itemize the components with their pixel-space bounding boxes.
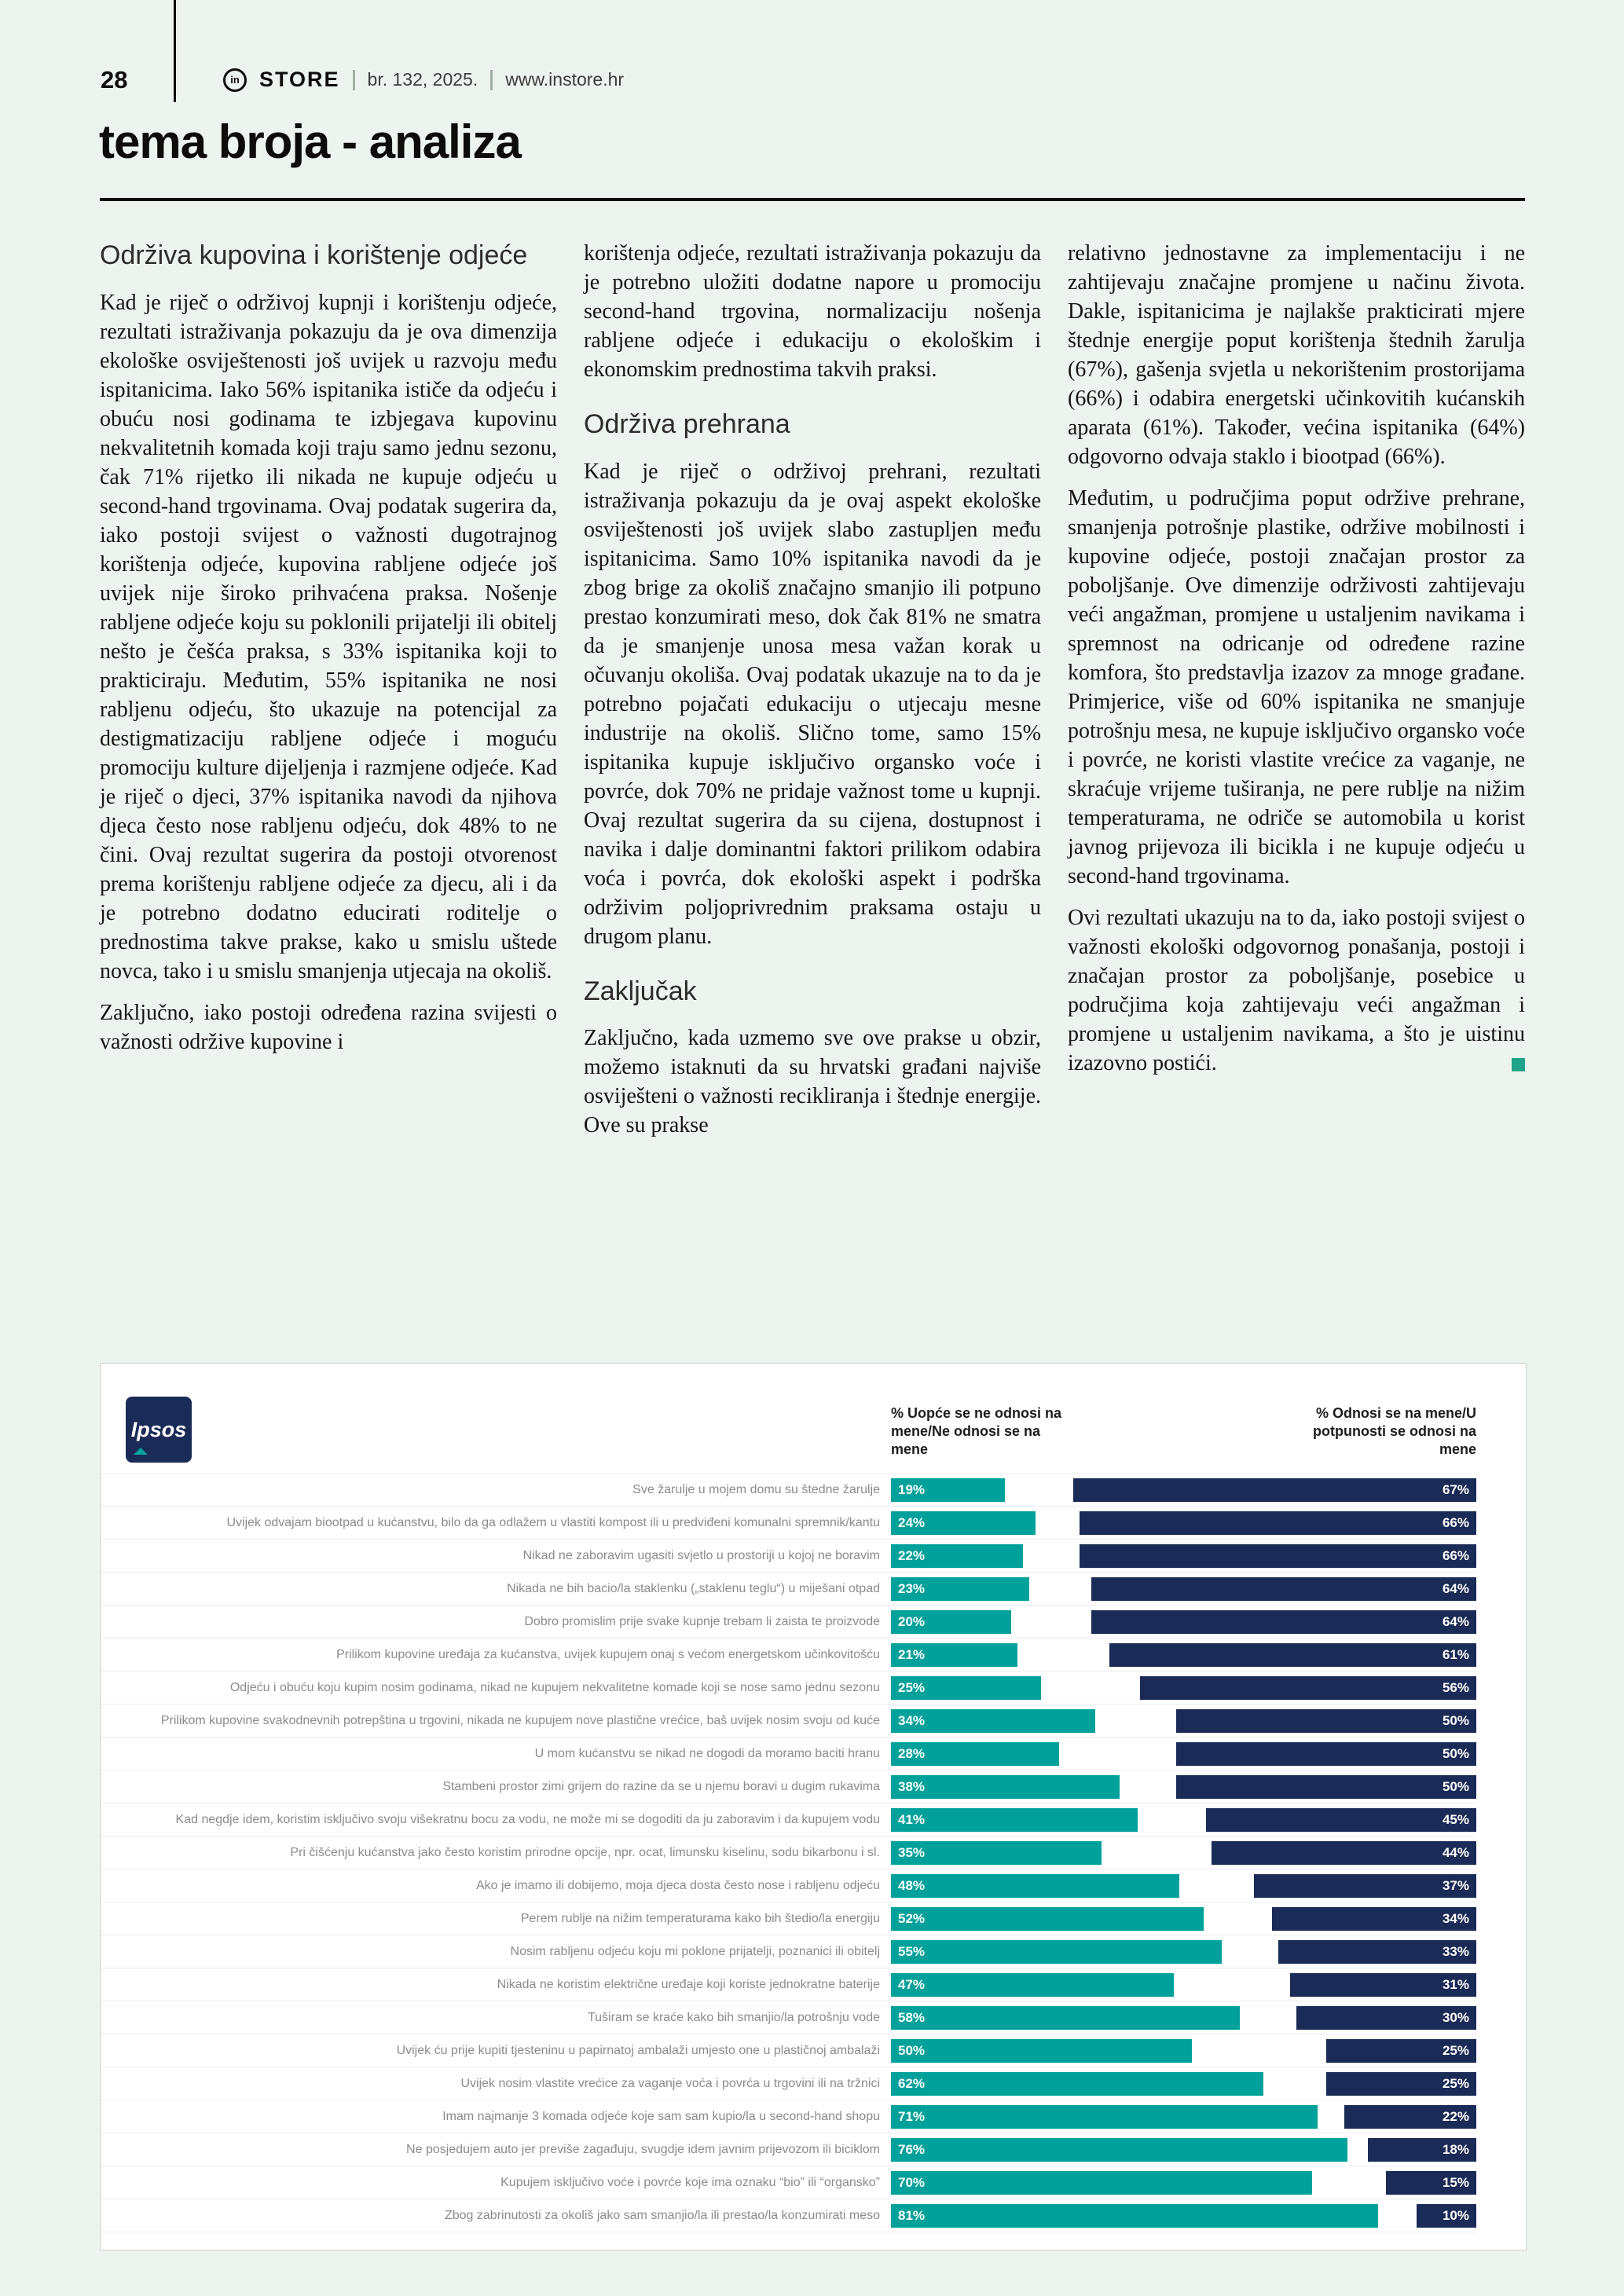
instore-logo-icon: in [223,68,247,92]
bar-does-not-apply: 41% [891,1808,1138,1832]
article-paragraph [1068,903,1525,1078]
chart-row-label: Nikad ne zaboravim ugasiti svjetlo u prostoriji u kojoj ne boravim [522,1548,880,1562]
bar-applies: 10% [1417,2204,1477,2228]
ipsos-logo [126,1397,192,1463]
bar-does-not-apply: 52% [891,1907,1204,1931]
chart-row [101,2133,1476,2166]
chart-row-label: Ako je imamo ili dobijemo, moja djeca dosta često nose i rabljenu odjeću [475,1878,880,1892]
bar-does-not-apply: 25% [891,1676,1041,1700]
bar-applies: 50% [1176,1775,1477,1799]
bar-applies: 66% [1080,1511,1476,1535]
article-paragraph: korištenja odjeće, rezultati istraživanja pokazuju da je potrebno uložiti dodatne napore u promociju second-hand trgovina, normalizaciju nošenja rabljene odjeće i edukaciju o ekološkim i ekonomskim prednostima takvih praksi. [584,241,1041,382]
bar-does-not-apply: 38% [891,1775,1120,1799]
chart-row-label: Kupujem isključivo voće i povrće koje ima oznaku “bio” ili “organsko” [500,2175,880,2189]
bar-applies: 15% [1386,2171,1476,2195]
chart-row [101,2067,1476,2100]
chart-row-label: Uvijek odvajam biootpad u kućanstvu, bilo da ga odlažem u vlastiti kompost ili u predviđeni komunalni spremnik/kantu [226,1515,880,1529]
chart-row-bars [891,1540,1476,1573]
chart-row-bars [891,1507,1476,1540]
chart-row-label: Nosim rabljenu odjeću koju mi poklone prijatelji, poznanici ili obitelj [510,1944,880,1958]
chart-row-bars [891,1606,1476,1639]
chart-row-label: Uvijek ću prije kupiti tjesteninu u papirnatoj ambalaži umjesto one u plastičnoj ambalaži [396,2043,880,2057]
chart-row [101,2034,1476,2067]
bar-does-not-apply: 71% [891,2105,1318,2129]
chart-row [101,1474,1476,1507]
bar-does-not-apply: 62% [891,2072,1263,2096]
bar-does-not-apply: 48% [891,1874,1179,1898]
chart-row-label: Tuširam se kraće kako bih smanjio/la potrošnju vode [587,2010,880,2024]
article-heading-zakljucak: Zaključak [584,976,697,1006]
chart-row-bars [891,1968,1476,2001]
bar-does-not-apply: 28% [891,1742,1059,1766]
chart-row-bars [891,1935,1476,1968]
bar-applies: 33% [1278,1940,1476,1964]
bar-applies: 66% [1080,1544,1476,1568]
article-columns [100,239,1525,1152]
chart-row-label: Prilikom kupovine svakodnevnih potrepština u trgovini, nikada ne kupujem nove plastične vrećice, baš uvijek nosim svoju od kuće [160,1713,880,1727]
bar-does-not-apply: 35% [891,1841,1102,1865]
article-heading-odjeca: Održiva kupovina i korištenje odjeće [100,240,528,270]
bar-does-not-apply: 34% [891,1709,1095,1733]
chart-row-label: Imam najmanje 3 komada odjeće koje sam sam kupio/la u second-hand shopu [442,2109,880,2123]
bar-does-not-apply: 20% [891,1610,1011,1634]
article-paragraph: Zaključno, iako postoji određena razina svijesti o važnosti održive kupovine i [100,1000,557,1054]
chart-row-label: Nikada ne koristim električne uređaje koji koriste jednokratne baterije [497,1977,880,1991]
chart-rows [101,1474,1476,2232]
chart-row-label: Dobro promislim prije svake kupnje trebam li zaista te proizvode [524,1614,880,1628]
chart-row-bars [891,2100,1476,2133]
bar-applies: 30% [1296,2006,1477,2030]
chart-row-label: Prilikom kupovine uređaja za kućanstva, uvijek kupujem onaj s većom energetskom učinkovitošću [336,1647,880,1661]
section-title: tema broja - analiza [99,115,521,168]
chart-row [101,1968,1476,2001]
article-heading-prehrana: Održiva prehrana [584,409,790,439]
chart-row-bars [891,2001,1476,2034]
bar-applies: 67% [1073,1478,1476,1502]
chart-row-bars [891,2199,1476,2232]
chart-row [101,1639,1476,1672]
article-column-1 [100,239,557,1152]
chart-row [101,1902,1476,1935]
bar-applies: 45% [1206,1808,1476,1832]
bar-applies: 44% [1212,1841,1476,1865]
brand-name: STORE [259,68,340,91]
chart-row-bars [891,1803,1476,1836]
bar-applies: 25% [1326,2072,1476,2096]
header-divider [353,70,355,90]
article-column-2 [584,239,1041,1152]
chart-row-label: Perem rublje na nižim temperaturama kako bih štedio/la energiju [520,1911,880,1925]
chart-row [101,1507,1476,1540]
bar-applies: 25% [1326,2039,1476,2063]
bar-does-not-apply: 24% [891,1511,1036,1535]
bar-does-not-apply: 76% [891,2138,1347,2162]
chart-row-label: Sve žarulje u mojem domu su štedne žarulje [632,1483,880,1496]
article-column-3 [1068,239,1525,1152]
chart-row [101,1935,1476,1968]
bar-does-not-apply: 50% [891,2039,1192,2063]
chart-row [101,1803,1476,1836]
bar-applies: 64% [1091,1577,1476,1601]
chart-row-label: Zbog zabrinutosti za okoliš jako sam smanjio/la ili prestao/la konzumirati meso [444,2208,880,2222]
chart-row-label: U mom kućanstvu se nikad ne dogodi da moramo baciti hranu [534,1746,880,1760]
chart-row [101,1573,1476,1606]
chart-row-label: Ne posjedujem auto jer previše zagađuju, svugdje idem javnim prijevozom ili biciklom [406,2142,880,2156]
chart-row [101,1836,1476,1869]
chart-row-label: Odjeću i obuću koju kupim nosim godinama, nikad ne kupujem nekvalitetne komade koji se nose samo jednu sezonu [229,1680,880,1694]
article-end-mark [1512,1058,1525,1071]
chart-row-bars [891,1672,1476,1705]
chart-row-bars [891,1836,1476,1869]
chart-row-bars [891,2067,1476,2100]
chart-row [101,2166,1476,2199]
chart-row-label: Kad negdje idem, koristim isključivo svoju višekratnu bocu za vodu, ne može mi se dogoditi da ju zaboravim i da kupujem vodu [175,1812,880,1826]
chart-row-label: Uvijek nosim vlastite vrećice za vaganje voća i povrća u trgovini ili na tržnici [460,2076,880,2090]
bar-applies: 31% [1290,1973,1476,1997]
bar-does-not-apply: 21% [891,1643,1017,1667]
bar-does-not-apply: 70% [891,2171,1312,2195]
bar-does-not-apply: 19% [891,1478,1005,1502]
chart-row-label: Nikada ne bih bacio/la staklenku („staklenu teglu“) u miješani otpad [507,1581,880,1595]
chart-row-bars [891,1639,1476,1672]
chart-row-bars [891,1771,1476,1803]
issue-number: br. 132, 2025. [367,69,478,90]
bar-applies: 50% [1176,1709,1477,1733]
chart-row-bars [891,1738,1476,1771]
website-url: www.instore.hr [505,69,625,90]
chart-row-bars [891,1474,1476,1507]
chart-row [101,2199,1476,2232]
article-paragraph: Kad je riječ o održivoj kupnji i korištenju odjeće, rezultati istraživanja pokazuju da je ova dimenzija ekološke osviještenosti još uvijek u razvoju među ispitanicima. Iako 56% ispitanika ističe da odjeću i obuću nosi godinama te izbjegava kupovinu nekvalitetnih komada koji traju samo jednu sezonu, čak 71% rijetko ili nikada ne kupuje odjeću u second-hand trgovinama. Ovaj podatak sugerira da, iako postoji svijest o važnosti dugotrajnog korištenja odjeće, kupovina rabljene odjeće još uvijek nije široko prihvaćena praksa. Nošenje rabljene odjeće koju su poklonili prijatelji ili obitelj nešto je češća praksa, s 33% ispitanika koji to prakticiraju. Međutim, 55% ispitanika ne nosi rabljenu odjeću, što ukazuje na potencijal za destigmatizaciju rabljene odjeće i moguću promociju kulture dijeljenja i razmjene odjeće. Kad je riječ o djeci, 37% ispitanika navodi da njihova djeca često nose rabljenu odjeću, dok 48% to ne čini. Ovaj rezultat sugerira da postoji otvorenost prema korištenju rabljene odjeće za djecu, ali i da je potrebno dodatno educirati roditelje o prednostima takve prakse, kako u smislu uštede novca, tako i u smislu smanjenja utjecaja na okoliš. [100,290,557,983]
chart-row-bars [891,2133,1476,2166]
chart-row-label: Pri čišćenju kućanstva jako često koristim prirodne opcije, npr. ocat, limunsku kiselinu, sodu bikarbonu i sl. [290,1845,880,1859]
article-paragraph: relativno jednostavne za implementaciju i ne zahtijevaju značajne promjene u načinu života. Dakle, ispitanicima je najlakše prakticirati mjere štednje energije poput korištenja štednih žarulja (67%), gašenja svjetla u nekorištenim prostorijama (66%) i odabira energetski učinkovitih kućanskih aparata (61%). Također, većina ispitanika (64%) odgovorno odvaja staklo i biootpad (66%). [1068,241,1525,469]
ipsos-logo-text: Ipsos [130,1417,187,1441]
bar-applies: 34% [1272,1907,1476,1931]
chart-row [101,2001,1476,2034]
chart-row-label: Stambeni prostor zimi grijem do razine da se u njemu boravi u dugim rukavima [442,1779,880,1793]
chart-row [101,1869,1476,1902]
chart-row-bars [891,2166,1476,2199]
chart-row [101,2100,1476,2133]
chart-row-bars [891,1869,1476,1902]
chart-legend-left: % Uopće se ne odnosi na mene/Ne odnosi se na mene [891,1405,1062,1458]
bar-does-not-apply: 23% [891,1577,1029,1601]
page-header [223,68,624,92]
survey-chart [100,1363,1527,2250]
chart-row [101,1672,1476,1705]
bar-applies: 64% [1091,1610,1476,1634]
bar-does-not-apply: 58% [891,2006,1240,2030]
bar-applies: 61% [1109,1643,1476,1667]
article-paragraph: Kad je riječ o održivoj prehrani, rezultati istraživanja pokazuju da je ovaj aspekt ekološke osviještenosti još uvijek slabo zastupljen među ispitanicima. Samo 10% ispitanika navodi da je zbog brige za okoliš značajno smanjio ili potpuno prestao konzumirati meso, dok čak 81% ne smatra da je smanjenje unosa mesa važan korak u očuvanju okoliša. Ovaj podatak ukazuje na to da je potrebno pojačati edukaciju o utjecaju mesne industrije na okoliš. Slično tome, samo 15% ispitanika kupuje isključivo organsko voće i povrće, dok 70% ne pridaje važnost tome u kupnji. Ovaj rezultat sugerira da su cijena, dostupnost i navika i dalje dominantni faktori prilikom odabira voća i povrća, dok ekološki aspekt i podrška održivim poljoprivrednim praksama ostaju u drugom planu. [584,459,1041,949]
bar-does-not-apply: 81% [891,2204,1378,2228]
title-rule [100,198,1525,201]
bar-does-not-apply: 47% [891,1973,1174,1997]
chart-row-bars [891,1705,1476,1738]
chart-row [101,1540,1476,1573]
chart-row-bars [891,1902,1476,1935]
bar-applies: 18% [1368,2138,1476,2162]
chart-row-bars [891,2034,1476,2067]
article-paragraph-text: Ovi rezultati ukazuju na to da, iako postoji svijest o važnosti ekološki odgovornog ponašanja, postoji i značajan prostor za poboljšanje, posebice u područjima koja zahtijevaju veći angažman i promjene u ustaljenim navikama, a što je uistinu izazovno postići. [1068,906,1525,1075]
bar-applies: 37% [1254,1874,1476,1898]
bar-applies: 50% [1176,1742,1477,1766]
chart-row [101,1606,1476,1639]
chart-row [101,1738,1476,1771]
chart-row [101,1771,1476,1803]
bar-applies: 56% [1140,1676,1476,1700]
page-number: 28 [101,66,128,93]
bar-applies: 22% [1344,2105,1476,2129]
chart-legend-right: % Odnosi se na mene/U potpunosti se odnosi na mene [1313,1405,1476,1458]
chart-row-bars [891,1573,1476,1606]
corner-rule [174,0,176,102]
ipsos-logo-triangle-icon [134,1448,148,1455]
article-paragraph: Zaključno, kada uzmemo sve ove prakse u obzir, možemo istaknuti da su hrvatski građani najviše osviješteni o važnosti recikliranja i štednje energije. Ove su prakse [584,1026,1041,1137]
chart-row [101,1705,1476,1738]
bar-does-not-apply: 22% [891,1544,1023,1568]
header-divider [490,70,493,90]
article-paragraph: Međutim, u područjima poput održive prehrane, smanjenja potrošnje plastike, održive mobilnosti i kupovine odjeće, postoji značajan prostor za poboljšanje. Ove dimenzije održivosti zahtijevaju veći angažman, promjene u ustaljenim navikama i spremnost na odricanje od određene razine komfora, što predstavlja izazov za mnoge građane. Primjerice, više od 60% ispitanika ne smanjuje potrošnju mesa, ne kupuje isključivo organsko voće i povrće, ne koristi vlastite vrećice za vaganje, ne skraćuje vrijeme tuširanja, ne pere rublje na nižim temperaturama, ne odriče se automobila u korist javnog prijevoza ili bicikla i ne kupuje odjeću u second-hand trgovinama. [1068,486,1525,888]
bar-does-not-apply: 55% [891,1940,1222,1964]
